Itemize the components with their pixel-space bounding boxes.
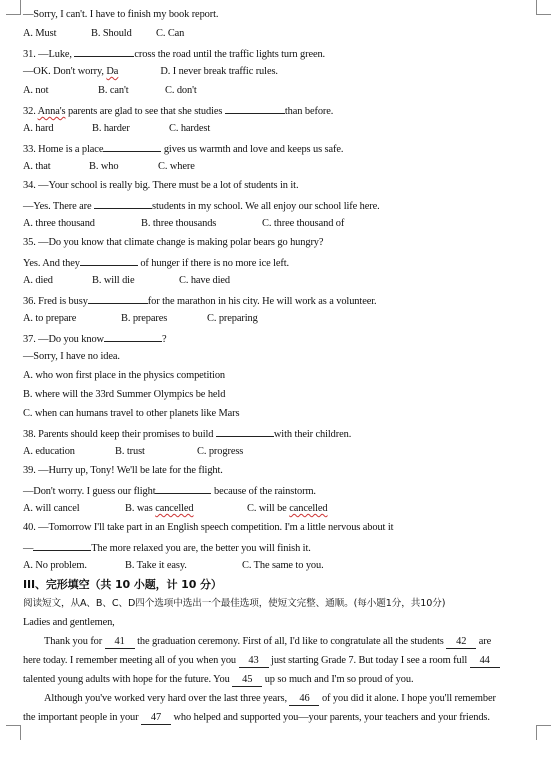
question-37: 37. —Do you know ? xyxy=(23,331,539,346)
question-39: 39. —Hurry up, Tony! We'll be late for the flight. xyxy=(23,465,223,476)
options-line xyxy=(23,84,539,97)
option-c: C. three thousand of xyxy=(262,218,345,229)
option-a: A. died xyxy=(23,275,53,286)
passage-salutation: Ladies and gentlemen, xyxy=(23,617,115,628)
options-line xyxy=(23,160,539,173)
option-b: B. Should xyxy=(91,28,132,39)
options-line xyxy=(23,312,539,325)
question-40: 40. —Tomorrow I'll take part in an English speech competition. I'm a little nervous about it xyxy=(23,522,394,533)
option-a: A. three thousand xyxy=(23,218,95,229)
cloze-blank: 41 xyxy=(105,635,135,649)
answer-line: Yes. And they of hunger if there is no more ice left. xyxy=(23,255,539,270)
options-line xyxy=(23,27,539,40)
answer-line: —Sorry, I have no idea. xyxy=(23,351,120,362)
answer-line: —Sorry, I can't. I have to finish my book report. xyxy=(23,9,219,20)
cloze-blank: 43 xyxy=(239,654,269,668)
cloze-blank: 44 xyxy=(470,654,500,668)
option-a: A. education xyxy=(23,446,75,457)
option-a: A. No problem. xyxy=(23,560,87,571)
answer-line: —OK. Don't worry, Da D. I never break traffic rules. xyxy=(23,66,278,77)
answer-blank xyxy=(155,483,211,494)
spellcheck-word: cancelled xyxy=(155,503,194,514)
question-34: 34. —Your school is really big. There must be a lot of students in it. xyxy=(23,180,299,191)
passage-line: Although you've worked very hard over the last three years, 46 of you did it alone. I hope you'll remember xyxy=(44,693,496,704)
question-38: 38. Parents should keep their promises to build with their children. xyxy=(23,426,539,441)
option-b: B. prepares xyxy=(121,313,168,324)
cloze-blank: 47 xyxy=(141,711,171,725)
option-b: B. was cancelled xyxy=(125,503,194,514)
answer-blank xyxy=(33,540,91,551)
options-line xyxy=(23,122,539,135)
option-b: B. who xyxy=(89,161,119,172)
option-c: C. where xyxy=(158,161,195,172)
option-b: B. where will the 33rd Summer Olympics be held xyxy=(23,389,226,400)
question-31: 31. —Luke, cross the road until the traffic lights turn green. xyxy=(23,46,539,61)
options-line xyxy=(23,559,539,572)
passage-line: here today. I remember meeting all of you when you 43 just starting Grade 7. But today I see a room full 44 xyxy=(23,654,539,668)
answer-line: —Don't worry. I guess our flight because of the rainstorm. xyxy=(23,483,539,498)
option-c: C. have died xyxy=(179,275,231,286)
option-a: A. to prepare xyxy=(23,313,77,324)
cloze-blank: 45 xyxy=(232,673,262,687)
question-35: 35. —Do you know that climate change is making polar bears go hungry? xyxy=(23,237,324,248)
section-heading: III、完形填空（共 10 小题，计 10 分） xyxy=(23,578,222,591)
passage-line: the important people in your 47 who helped and supported you—your parents, your teachers and your friends. xyxy=(23,712,490,723)
option-b: B. three thousands xyxy=(141,218,217,229)
option-a: A. Must xyxy=(23,28,57,39)
option-a: A. will cancel xyxy=(23,503,80,514)
option-c: C. Can xyxy=(156,28,185,39)
option-a: A. who won first place in the physics competition xyxy=(23,370,226,381)
option-c: C. preparing xyxy=(207,313,258,324)
option-b: B. can't xyxy=(98,85,129,96)
answer-line: — The more relaxed you are, the better you will finish it. xyxy=(23,540,539,555)
question-32: 32. Anna's parents are glad to see that she studies than before. xyxy=(23,103,539,118)
cloze-blank: 46 xyxy=(289,692,319,706)
answer-blank xyxy=(80,255,138,266)
option-b: B. harder xyxy=(92,123,130,134)
option-a: A. that xyxy=(23,161,51,172)
options-line xyxy=(23,502,539,515)
answer-blank xyxy=(74,46,134,57)
option-a: A. not xyxy=(23,85,49,96)
option-b: B. Take it easy. xyxy=(125,560,187,571)
question-33: 33. Home is a place gives us warmth and love and keeps us safe. xyxy=(23,141,539,156)
answer-blank xyxy=(104,331,162,342)
section-instructions: 阅读短文，从A、B、C、D四个选项中选出一个最佳选项，使短文完整、通顺。(每小题1分，共10分) xyxy=(23,598,446,609)
option-c: C. will be cancelled xyxy=(247,503,328,514)
options-line xyxy=(23,217,539,230)
spellcheck-word: Da xyxy=(106,66,119,77)
cloze-blank: 42 xyxy=(446,635,476,649)
answer-blank xyxy=(88,293,148,304)
spellcheck-word: Anna's xyxy=(37,106,66,117)
answer-blank xyxy=(225,103,285,114)
spellcheck-word: cancelled xyxy=(289,503,328,514)
passage-line: talented young adults with hope for the future. You 45 up so much and I'm so proud of you. xyxy=(23,674,414,685)
options-line xyxy=(23,274,539,287)
option-a: A. hard xyxy=(23,123,54,134)
answer-blank xyxy=(103,141,161,152)
answer-line: —Yes. There are students in my school. We all enjoy our school life here. xyxy=(23,198,539,213)
passage-line: Thank you for 41 the graduation ceremony. First of all, I'd like to congratulate all the students 42 are xyxy=(44,636,492,647)
option-c: C. The same to you. xyxy=(242,560,324,571)
corner-mark-bottom-left xyxy=(6,725,21,740)
options-line xyxy=(23,445,539,458)
answer-blank xyxy=(216,426,274,437)
option-c: C. progress xyxy=(197,446,244,457)
option-c: C. when can humans travel to other planets like Mars xyxy=(23,408,240,419)
corner-mark-bottom-right xyxy=(536,725,551,740)
option-c: C. hardest xyxy=(169,123,211,134)
answer-blank xyxy=(94,198,152,209)
option-b: B. will die xyxy=(92,275,135,286)
corner-mark-top-left xyxy=(6,0,21,15)
option-c: C. don't xyxy=(165,85,197,96)
question-36: 36. Fred is busy for the marathon in his city. He will work as a volunteer. xyxy=(23,293,539,308)
option-b: B. trust xyxy=(115,446,145,457)
